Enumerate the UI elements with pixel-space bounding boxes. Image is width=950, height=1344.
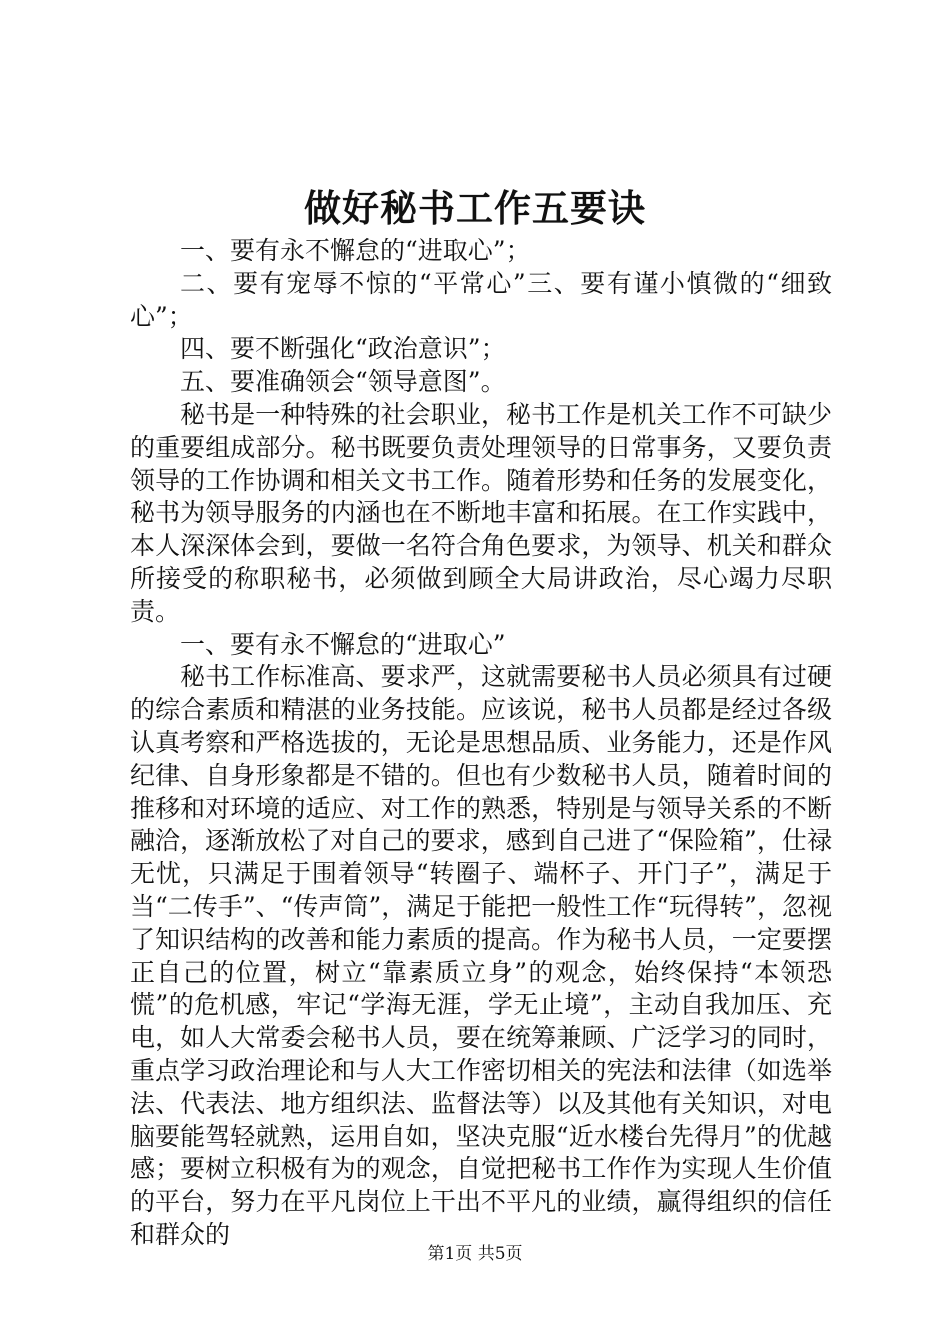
document-title: 做好秘书工作五要诀 bbox=[304, 186, 646, 230]
document-body bbox=[130, 235, 832, 1252]
summary-item-1: 一、要有永不懈怠的“进取心”； bbox=[180, 236, 531, 265]
section-1-paragraph: 秘书工作标准高、要求严，这就需要秘书人员必须具有过硬的综合素质和精湛的业务技能。应该说，秘书人员都是经过各级认真考察和严格选拔的，无论是思想品质、业务能力，还是作风纪律、自身形象都是不错的。但也有少数秘书人员，随着时间的推移和对环境的适应、对工作的熟悉，特别是与领导关系的不断融洽，逐渐放松了对自己的要求，感到自己进了“保险箱”，仕禄无忧，只满足于围着领导“转圈子、端杯子、开门子”，满足于当“二传手”、“传声筒”，满足于能把一般性工作“玩得转”，忽视了知识结构的改善和能力素质的提高。作为秘书人员，一定要摆正自己的位置，树立“靠素质立身”的观念，始终保持“本领恐慌”的危机感，牢记“学海无涯，学无止境”，主动自我加压、充电，如人大常委会秘书人员，要在统筹兼顾、广泛学习的同时，重点学习政治理论和与人大工作密切相关的宪法和法律（如选举法、代表法、地方组织法、监督法等）以及其他有关知识，对电脑要能驾轻就熟，运用自如，坚决克服“近水楼台先得月”的优越感；要树立积极有为的观念，自觉把秘书工作作为实现人生价值的平台，努力在平凡岗位上干出不平凡的业绩，赢得组织的信任和群众的 bbox=[130, 662, 832, 1249]
summary-item-5: 五、要准确领会“领导意图”。 bbox=[180, 367, 506, 397]
section-heading-1: 一、要有永不懈怠的“进取心” bbox=[180, 629, 506, 659]
page-footer: 第1页 共5页 bbox=[427, 1244, 523, 1264]
summary-item-2-3: 二、要有宠辱不惊的“平常心”三、要有谨小慎微的“细致心”； bbox=[130, 268, 832, 331]
summary-item-4: 四、要不断强化“政治意识”； bbox=[180, 334, 506, 364]
intro-paragraph: 秘书是一种特殊的社会职业，秘书工作是机关工作不可缺少的重要组成部分。秘书既要负责处理领导的日常事务，又要负责领导的工作协调和相关文书工作。随着形势和任务的发展变化，秘书为领导服务的内涵也在不断地丰富和拓展。在工作实践中，本人深深体会到，要做一名符合角色要求，为领导、机关和群众所接受的称职秘书，必须做到顾全大局讲政治，尽心竭力尽职责。 bbox=[130, 399, 832, 626]
